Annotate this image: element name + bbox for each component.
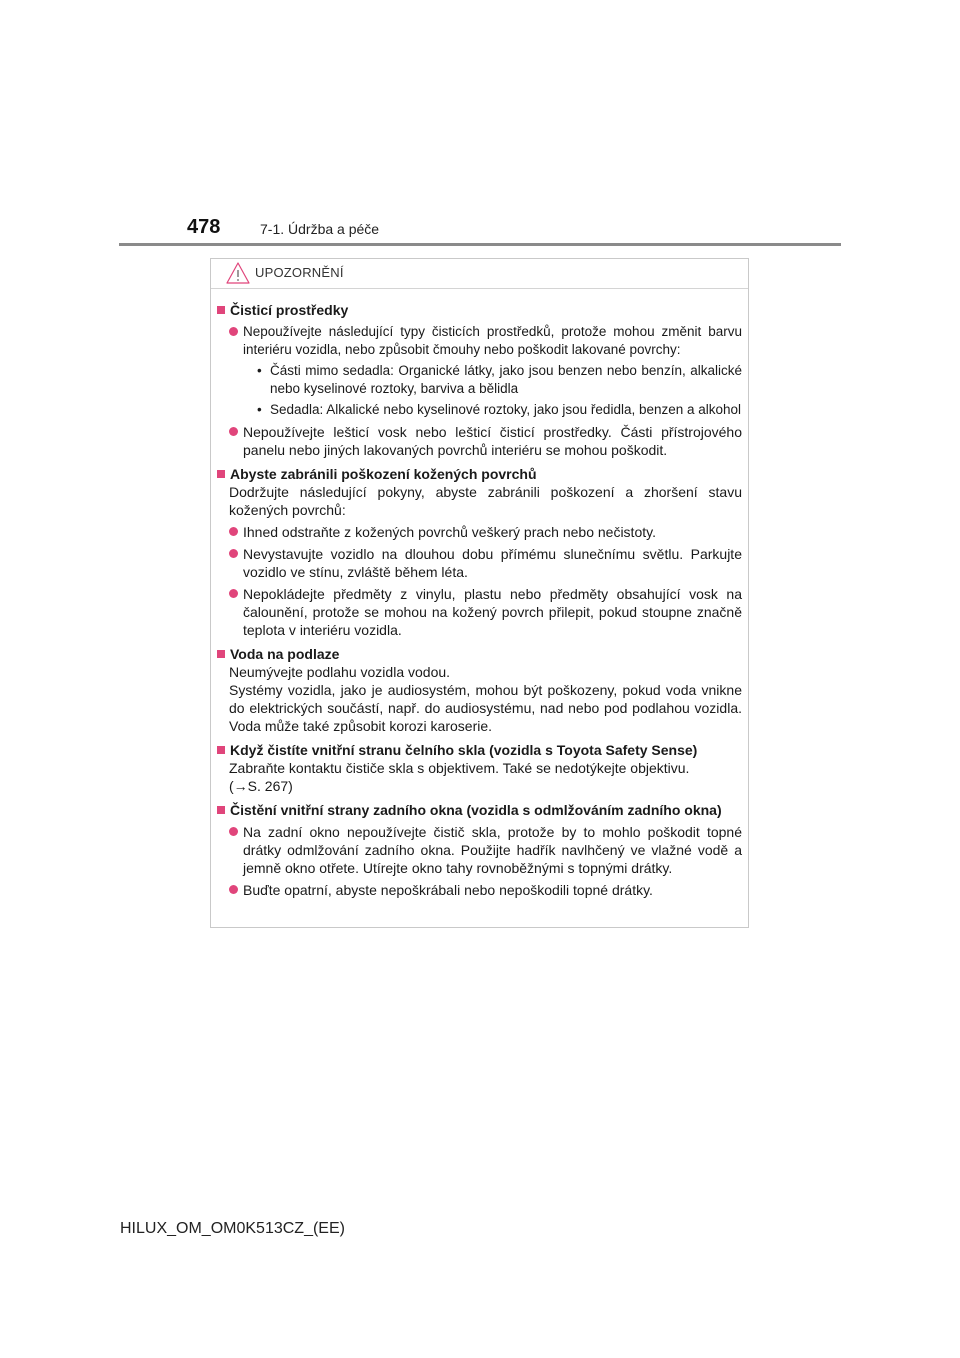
square-bullet-icon: [217, 650, 225, 658]
list-item-text: Na zadní okno nepoužívejte čistič skla, protože by to mohlo poškodit topné drátky odmlžování zadního okna. Použijte hadřík navlhčený ve vlažné vodě a jemně okno otřete. Utírejte okno tahy rovnoběžnými s topnými drátky.: [243, 824, 742, 876]
list-item: [229, 323, 742, 419]
list-item: [229, 423, 742, 459]
section-intro: Dodržujte následující pokyny, abyste zabránili poškození a zhoršení stavu kožených povrchů:: [229, 484, 742, 518]
section-cleaning-agents: [217, 301, 742, 459]
section-heading-text: Čisticí prostředky: [230, 302, 349, 318]
section-intro-line: Systémy vozidla, jako je audiosystém, mohou být poškozeny, pokud voda vnikne do elektrických součástí, např. do audiosystému, nad nebo pod podlahou vozidla. Voda může také způsobit korozi karoserie.: [229, 682, 742, 734]
section-heading-text: Když čistíte vnitřní stranu čelního skla (vozidla s Toyota Safety Sense): [230, 742, 698, 758]
section-heading-text: Čistění vnitřní strany zadního okna (vozidla s odmlžováním zadního okna): [230, 802, 722, 818]
bullet-dot-icon: [229, 827, 238, 836]
bullet-dot-icon: [229, 589, 238, 598]
list-item-text: Buďte opatrní, abyste nepoškrábali nebo nepoškodili topné drátky.: [243, 882, 653, 898]
warning-header: [211, 259, 748, 289]
bullet-dot-icon: [229, 527, 238, 536]
list-item-text: Ihned odstraňte z kožených povrchů veškerý prach nebo nečistoty.: [243, 524, 656, 540]
page-number: 478: [187, 216, 221, 238]
bullet-dot-icon: [229, 427, 238, 436]
section-floor-water: [217, 645, 742, 735]
section-heading: [217, 801, 742, 819]
section-windshield: [217, 741, 742, 795]
list-item: [229, 523, 742, 541]
footer-doc-id: HILUX_OM_OM0K513CZ_(EE): [120, 1220, 345, 1237]
square-bullet-icon: [217, 746, 225, 754]
page-reference-link[interactable]: (→S. 267): [229, 778, 293, 794]
warning-box: [210, 258, 749, 928]
section-heading: [217, 741, 742, 759]
section-heading: [217, 465, 742, 483]
list-item-text: Nevystavujte vozidlo na dlouhou dobu přímému slunečnímu světlu. Parkujte vozidlo ve stínu, zvláště během léta.: [243, 546, 742, 580]
section-intro-line: Zabraňte kontaktu čističe skla s objektivem. Také se nedotýkejte objektivu.: [229, 760, 690, 776]
section-rear-window: [217, 801, 742, 899]
sub-list-item: [257, 401, 742, 419]
warning-title: UPOZORNĚNÍ: [255, 265, 344, 280]
section-heading-text: Voda na podlaze: [230, 646, 340, 662]
sub-list-item-text: Sedadla: Alkalické nebo kyselinové roztoky, jako jsou ředidla, benzen a alkohol: [270, 402, 742, 417]
section-leather-surfaces: [217, 465, 742, 639]
list-item-text: Nepokládejte předměty z vinylu, plastu nebo předměty obsahující vosk na čalounění, protože se mohou na kožený povrch přilepit, pokud stoupne značně teplota v interiéru vozidla.: [243, 586, 742, 638]
sub-marker: •: [257, 402, 262, 417]
section-heading: [217, 301, 742, 319]
list-item-text: Nepoužívejte následující typy čisticích prostředků, protože mohou změnit barvu interiéru vozidla, nebo způsobit čmouhy nebo poškodit lakované povrchy:: [243, 324, 742, 357]
bullet-dot-icon: [229, 885, 238, 894]
list-item: [229, 881, 742, 899]
warning-body: [211, 289, 748, 899]
list-item: [229, 545, 742, 581]
section-heading: [217, 645, 742, 663]
square-bullet-icon: [217, 470, 225, 478]
bullet-dot-icon: [229, 327, 238, 336]
list-item-text: Nepoužívejte lešticí vosk nebo lešticí čisticí prostředky. Části přístrojového panelu nebo jiných lakovaných povrchů interiéru se mohou poškodit.: [243, 424, 742, 458]
warning-triangle-icon: [225, 261, 251, 285]
header-rule: [119, 243, 841, 246]
square-bullet-icon: [217, 806, 225, 814]
list-item: [229, 823, 742, 877]
sub-list-item: [257, 362, 742, 398]
list-item: [229, 585, 742, 639]
sub-list-item-text: Části mimo sedadla: Organické látky, jako jsou benzen nebo benzín, alkalické nebo kyselinové roztoky, barviva a bělidla: [270, 363, 742, 396]
section-heading-text: Abyste zabránili poškození kožených povrchů: [230, 466, 537, 482]
sub-marker: •: [257, 363, 262, 378]
square-bullet-icon: [217, 306, 225, 314]
bullet-dot-icon: [229, 549, 238, 558]
section-intro-line: Neumývejte podlahu vozidla vodou.: [229, 664, 451, 680]
section-title: 7-1. Údržba a péče: [260, 221, 380, 237]
